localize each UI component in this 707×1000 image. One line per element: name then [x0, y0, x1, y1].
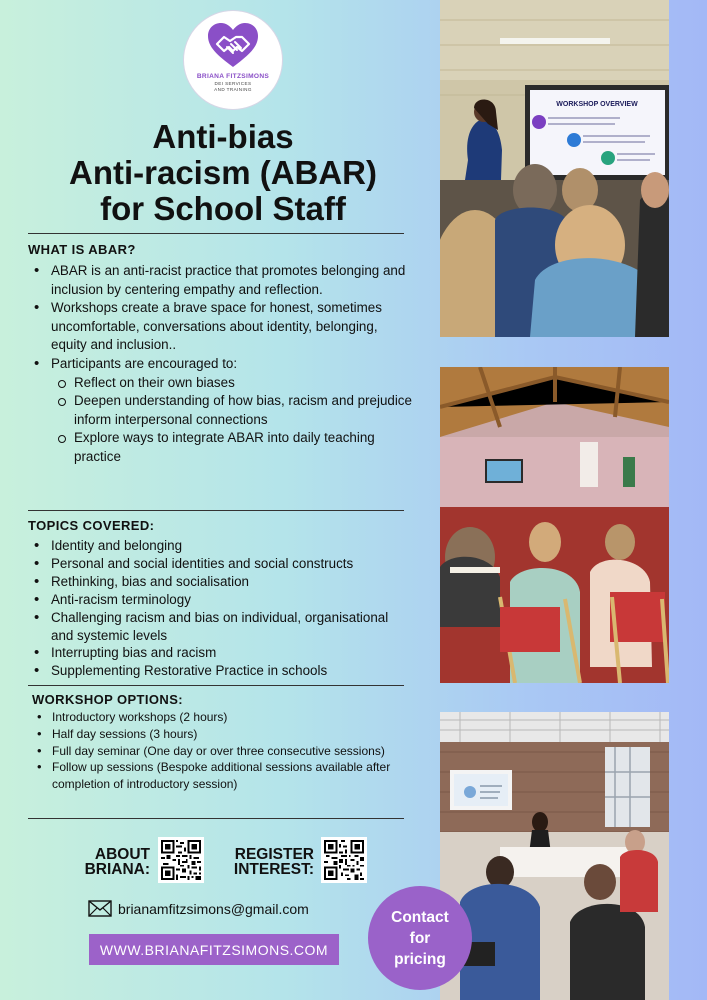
list-item	[32, 355, 412, 467]
title-line-3: for School Staff	[100, 190, 346, 227]
list-item: • Identity and belonging	[32, 537, 412, 555]
envelope-icon	[88, 900, 112, 917]
register-label-line-2: INTEREST:	[233, 861, 314, 878]
about-label-line-2: BRIANA:	[84, 861, 150, 878]
page-title	[20, 119, 426, 227]
list-item: • Rethinking, bias and socialisation	[32, 573, 412, 591]
brand-tagline: DEI SERVICES AND TRAINING	[214, 81, 252, 92]
divider	[28, 233, 404, 234]
list-item: • Half day sessions (3 hours)	[34, 726, 404, 743]
register-interest-qr-code[interactable]	[321, 837, 367, 883]
list-item: • Full day seminar (One day or over three consecutive sessions)	[34, 743, 404, 760]
title-line-2: Anti-racism (ABAR)	[68, 154, 378, 191]
classroom-photo-icon	[440, 367, 669, 683]
workshop-photo-2	[440, 367, 669, 683]
about-briana-label	[72, 847, 150, 877]
list-item: • Introductory workshops (2 hours)	[34, 709, 404, 726]
about-briana-qr-code[interactable]	[158, 837, 204, 883]
what-is-abar-list	[32, 262, 412, 467]
brand-name: BRIANA FITZSIMONS	[196, 73, 270, 80]
email-address[interactable]: brianamfitzsimons@gmail.com	[118, 900, 309, 917]
email-contact[interactable]	[88, 900, 309, 917]
workshop-options-list	[34, 709, 404, 793]
list-item: • Personal and social identities and social constructs	[32, 555, 412, 573]
list-item: • Interrupting bias and racism	[32, 644, 412, 662]
sub-list	[51, 374, 412, 467]
qr-code-icon	[324, 840, 364, 880]
list-item: • Challenging racism and bias on individual, organisational and systemic levels	[32, 609, 412, 645]
website-link[interactable]: WWW.BRIANAFITZSIMONS.COM	[89, 934, 339, 965]
title-line-1: Anti-bias	[152, 118, 294, 155]
training-room-photo-icon	[440, 712, 669, 1000]
heart-handshake-icon	[207, 23, 259, 69]
contact-for-pricing-badge[interactable]	[368, 886, 472, 990]
pricing-line-2: for	[409, 929, 431, 947]
workshop-photo-1	[440, 0, 669, 337]
sub-list-item: Reflect on their own biases	[55, 374, 412, 393]
list-item: • Workshops create a brave space for honest, sometimes uncomfortable, conversations about identity, belonging, equity and inclusion..	[32, 299, 412, 355]
topics-heading: TOPICS COVERED:	[28, 518, 155, 533]
qr-code-icon	[161, 840, 201, 880]
pricing-line-1: Contact	[391, 908, 449, 926]
what-is-abar-heading: WHAT IS ABAR?	[28, 242, 136, 257]
list-item: • ABAR is an anti-racist practice that promotes belonging and inclusion by centering empathy and reflection.	[32, 262, 412, 299]
divider	[28, 510, 404, 511]
list-item: • Anti-racism terminology	[32, 591, 412, 609]
sub-list-item: Deepen understanding of how bias, racism and prejudice inform interpersonal connections	[55, 392, 412, 429]
about-label-line-1: ABOUT	[94, 846, 150, 863]
list-item: • Supplementing Restorative Practice in schools	[32, 662, 412, 680]
topics-list	[32, 537, 412, 680]
workshop-photo-3	[440, 712, 669, 1000]
sub-list-item: Explore ways to integrate ABAR into daily teaching practice	[55, 429, 412, 466]
list-item-text: Participants are encouraged to:	[51, 355, 238, 371]
screen-title: WORKSHOP OVERVIEW	[556, 101, 638, 108]
divider	[28, 685, 404, 686]
presentation-photo-icon	[440, 0, 669, 337]
register-interest-label	[218, 847, 314, 877]
list-item: • Follow up sessions (Bespoke additional sessions available after completion of introductory session)	[34, 759, 404, 793]
workshop-options-heading: WORKSHOP OPTIONS:	[32, 692, 184, 707]
pricing-line-3: pricing	[394, 950, 446, 968]
register-label-line-1: REGISTER	[234, 846, 314, 863]
divider	[28, 818, 404, 819]
brand-logo	[183, 10, 283, 110]
